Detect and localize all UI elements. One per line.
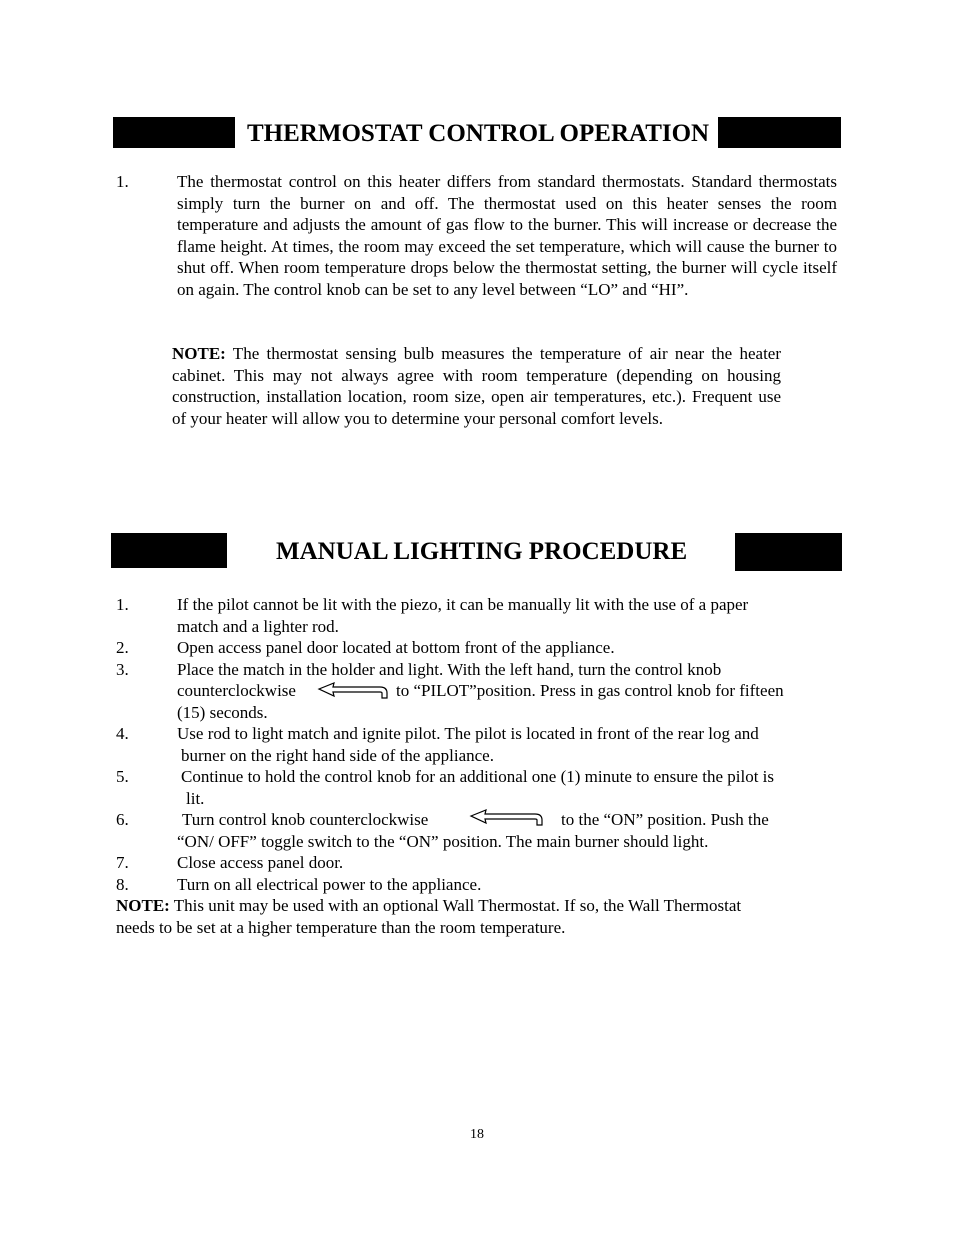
list-item-text: to “PILOT”position. Press in gas control knob for fifteen	[396, 681, 784, 700]
list-item-text: Continue to hold the control knob for an additional one (1) minute to ensure the pilot is	[181, 767, 774, 786]
list-number: 3.	[116, 660, 129, 679]
list-item-text: Open access panel door located at bottom front of the appliance.	[177, 638, 615, 657]
page-number: 18	[470, 1127, 484, 1142]
list-item-text: Turn on all electrical power to the appliance.	[177, 875, 482, 894]
thermostat-note	[172, 343, 781, 429]
list-item-text: to the “ON” position. Push the	[561, 810, 769, 829]
thermostat-paragraph: The thermostat control on this heater differs from standard thermostats. Standard thermostats simply turn the burner on and off. The thermostat used on this heater senses the room temperature and adjusts the amount of gas flow to the burner. This will increase or decrease the flame height. At times, the room may exceed the set temperature, which will cause the burner to shut off. When room temperature drops below the thermostat setting, the burner will cycle itself on again. The control knob can be set to any level between “LO” and “HI”.	[177, 172, 837, 299]
counterclockwise-arrow-icon	[316, 682, 391, 700]
section-title-manual-lighting: MANUAL LIGHTING PROCEDURE	[276, 538, 688, 565]
heading-bar-left	[111, 533, 227, 568]
list-item-text: burner on the right hand side of the appliance.	[181, 746, 494, 765]
note-label: NOTE:	[116, 896, 170, 915]
note-label: NOTE:	[172, 344, 226, 363]
list-item-text: Turn control knob counterclockwise	[182, 810, 429, 829]
list-number: 7.	[116, 853, 129, 872]
list-item-text: (15) seconds.	[177, 703, 268, 722]
section-title-thermostat: THERMOSTAT CONTROL OPERATION	[247, 120, 710, 147]
manual-lighting-note-line: needs to be set at a higher temperature than the room temperature.	[116, 918, 566, 937]
list-item-text: If the pilot cannot be lit with the piezo, it can be manually lit with the use of a paper	[177, 595, 749, 614]
list-item-text: Place the match in the holder and light. With the left hand, turn the control knob	[177, 660, 722, 679]
list-item-text: counterclockwise	[177, 681, 296, 700]
list-number: 8.	[116, 875, 129, 894]
list-item-text: match and a lighter rod.	[177, 617, 339, 636]
list-item-text: “ON/ OFF” toggle switch to the “ON” position. The main burner should light.	[177, 832, 709, 851]
list-item-text: lit.	[186, 789, 205, 808]
manual-lighting-note	[116, 895, 741, 917]
list-number: 5.	[116, 767, 129, 786]
heading-bar-left	[113, 117, 235, 148]
list-number: 2.	[116, 638, 129, 657]
counterclockwise-arrow-icon	[468, 809, 546, 827]
list-number: 1.	[116, 595, 129, 614]
list-item-text: Use rod to light match and ignite pilot. The pilot is located in front of the rear log and	[177, 724, 759, 743]
list-number: 4.	[116, 724, 129, 743]
heading-bar-right	[718, 117, 841, 148]
note-text: This unit may be used with an optional Wall Thermostat. If so, the Wall Thermostat	[169, 896, 742, 915]
list-number: 1.	[116, 172, 129, 191]
heading-bar-right	[735, 533, 842, 571]
note-text: The thermostat sensing bulb measures the temperature of air near the heater cabinet. This may not always agree with room temperature (depending on housing construction, installation location, room size, open air temperatures, etc.). Frequent use of your heater will allow you to determine your personal comfort levels.	[172, 344, 781, 428]
list-item-text: Close access panel door.	[177, 853, 344, 872]
list-number: 6.	[116, 810, 129, 829]
